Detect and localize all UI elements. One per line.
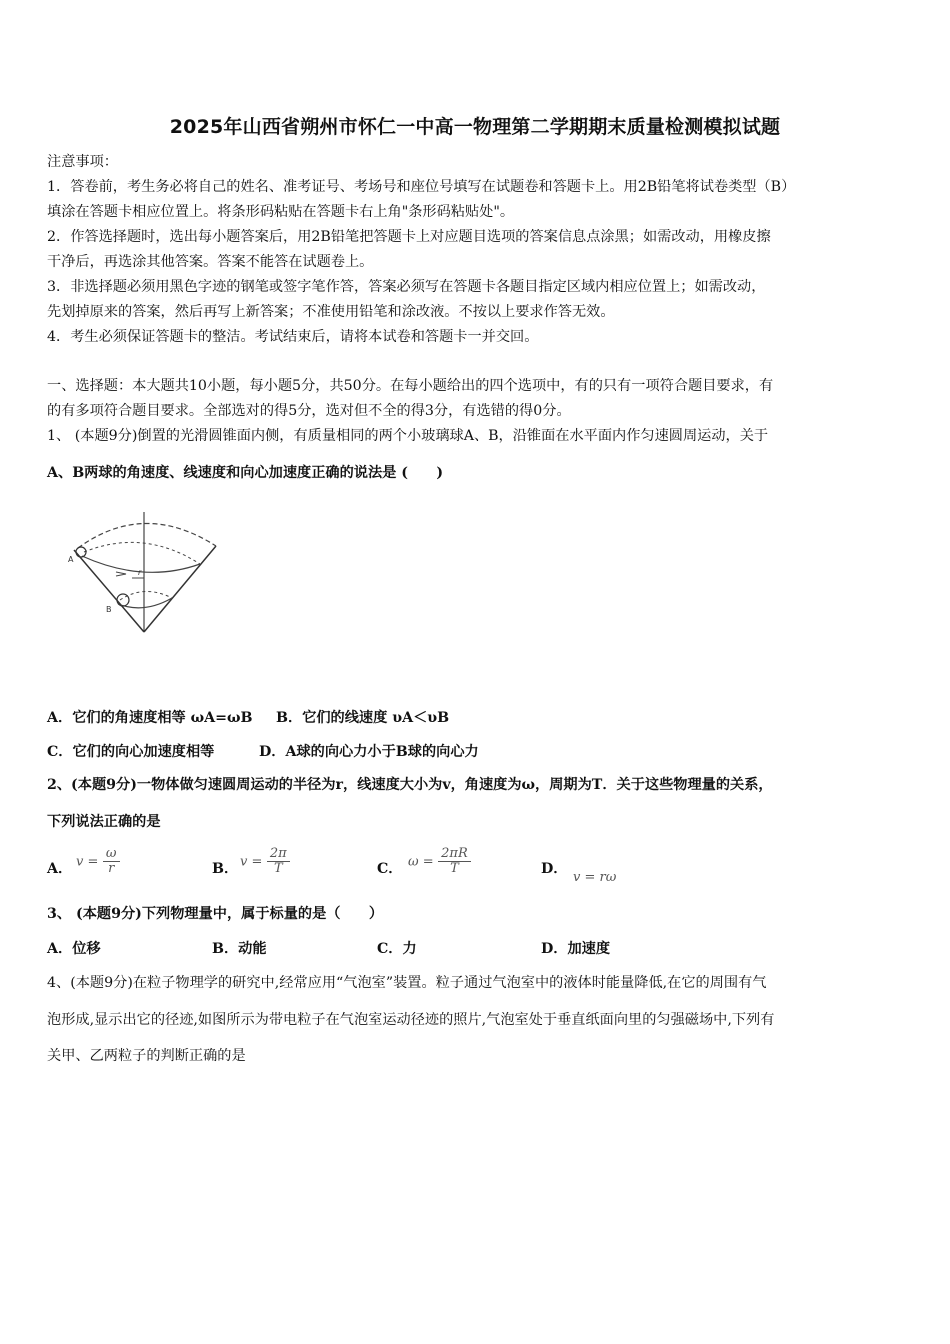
q2-option-d-label: D．	[541, 861, 568, 877]
page-title: 2025年山西省朔州市怀仁一中高一物理第二学期期末质量检测模拟试题	[169, 116, 781, 138]
q2-option-c-lhs: ω =	[408, 854, 434, 870]
section-line-2: 的有多项符合题目要求。全部选对的得5分，选对但不全的得3分，有选错的得0分。	[47, 403, 571, 419]
cone-figure	[60, 508, 225, 638]
cone-right-edge	[144, 546, 216, 632]
q2-option-a-den: r	[108, 861, 115, 876]
notice-line-3: 2．作答选择题时，选出每小题答案后，用2B铅笔把答题卡上对应题目选项的答案信息点涂黑；如需改动，用橡皮擦	[47, 229, 771, 245]
notice-line-1: 1．答卷前，考生务必将自己的姓名、准考证号、考场号和座位号填写在试题卷和答题卡上。用2B铅笔将试卷类型（B）	[47, 179, 796, 195]
q1-option-a: A．它们的角速度相等 ωA=ωB	[47, 710, 253, 726]
notice-heading: 注意事项：	[47, 154, 118, 170]
label-a: A	[68, 555, 74, 564]
q3-option-a: A．位移	[47, 941, 101, 957]
q4-line-3: 关甲、乙两粒子的判断正确的是	[47, 1048, 246, 1064]
notice-line-2: 填涂在答题卡相应位置上。将条形码粘贴在答题卡右上角"条形码粘贴处"。	[47, 204, 515, 220]
q3-option-d: D．加速度	[541, 941, 611, 957]
q2-option-c-label: C．	[377, 861, 403, 877]
q1-line-2: A、B两球的角速度、线速度和向心加速度正确的说法是 ( )	[47, 465, 444, 481]
notice-line-4: 干净后，再选涂其他答案。答案不能答在试题卷上。	[47, 254, 374, 270]
q2-option-b-fraction	[267, 847, 290, 876]
q2-option-c-formula	[408, 847, 471, 876]
label-b: B	[106, 605, 112, 614]
q2-option-a-lhs: v =	[76, 854, 99, 870]
notice-line-7: 4．考生必须保证答题卡的整洁。考试结束后，请将本试卷和答题卡一并交回。	[47, 329, 539, 345]
q1-line-1: 1、 (本题9分)倒置的光滑圆锥面内侧，有质量相同的两个小玻璃球A、B，沿锥面在水平面内作匀速圆周运动，关于	[47, 428, 769, 444]
ball-b	[117, 594, 129, 606]
q4-line-2: 泡形成,显示出它的径迹,如图所示为带电粒子在气泡室运动径迹的照片,气泡室处于垂直纸面向里的匀强磁场中,下列有	[47, 1012, 775, 1028]
cone-rim	[78, 523, 216, 548]
q4-line-1: 4、(本题9分)在粒子物理学的研究中,经常应用“气泡室”装置。粒子通过气泡室中的液体时能量降低,在它的周围有气	[47, 975, 767, 991]
q2-option-c-fraction	[438, 847, 471, 876]
label-r: r	[138, 568, 142, 577]
q2-option-b-den: T	[273, 861, 283, 876]
q3-line-1: 3、 (本题9分)下列物理量中，属于标量的是（ ）	[47, 906, 384, 922]
q2-option-b-formula	[240, 847, 290, 876]
q2-line-1: 2、(本题9分)一物体做匀速圆周运动的半径为r，线速度大小为v，角速度为ω，周期为T．关于这些物理量的关系，	[47, 777, 773, 793]
orbit-b-front	[118, 598, 172, 608]
q2-option-a-label: A．	[47, 861, 73, 877]
q2-option-a-formula	[76, 847, 120, 876]
cone-left-edge	[74, 550, 144, 632]
q2-option-a-fraction	[103, 847, 120, 876]
notice-line-6: 先划掉原来的答案，然后再写上新答案；不准使用铅笔和涂改液。不按以上要求作答无效。	[47, 304, 615, 320]
q2-option-a-num: ω	[103, 847, 120, 862]
q2-option-b-label: B．	[212, 861, 239, 877]
q2-option-b-num: 2π	[267, 847, 290, 862]
q1-option-b: B．它们的线速度 υA＜υB	[276, 710, 450, 726]
q3-option-b: B．动能	[212, 941, 267, 957]
velocity-arrow-icon	[116, 572, 126, 576]
q3-option-c: C．力	[377, 941, 417, 957]
q2-line-2: 下列说法正确的是	[47, 814, 161, 830]
q1-option-d: D．A球的向心力小于B球的向心力	[259, 744, 479, 760]
orbit-a-back	[84, 542, 200, 564]
q2-option-d-expr: v = rω	[573, 870, 617, 885]
notice-line-5: 3．非选择题必须用黑色字迹的钢笔或签字笔作答，答案必须写在答题卡各题目指定区域内相应位置上；如需改动，	[47, 279, 766, 295]
q2-option-c-den: T	[450, 861, 459, 876]
q2-option-d-formula	[573, 869, 616, 885]
q2-option-c-num: 2πR	[438, 847, 471, 862]
q2-option-b-lhs: v =	[240, 854, 263, 870]
section-line-1: 一、选择题：本大题共10小题，每小题5分，共50分。在每小题给出的四个选项中，有的只有一项符合题目要求，有	[47, 378, 774, 394]
q1-option-c: C．它们的向心加速度相等	[47, 744, 215, 760]
